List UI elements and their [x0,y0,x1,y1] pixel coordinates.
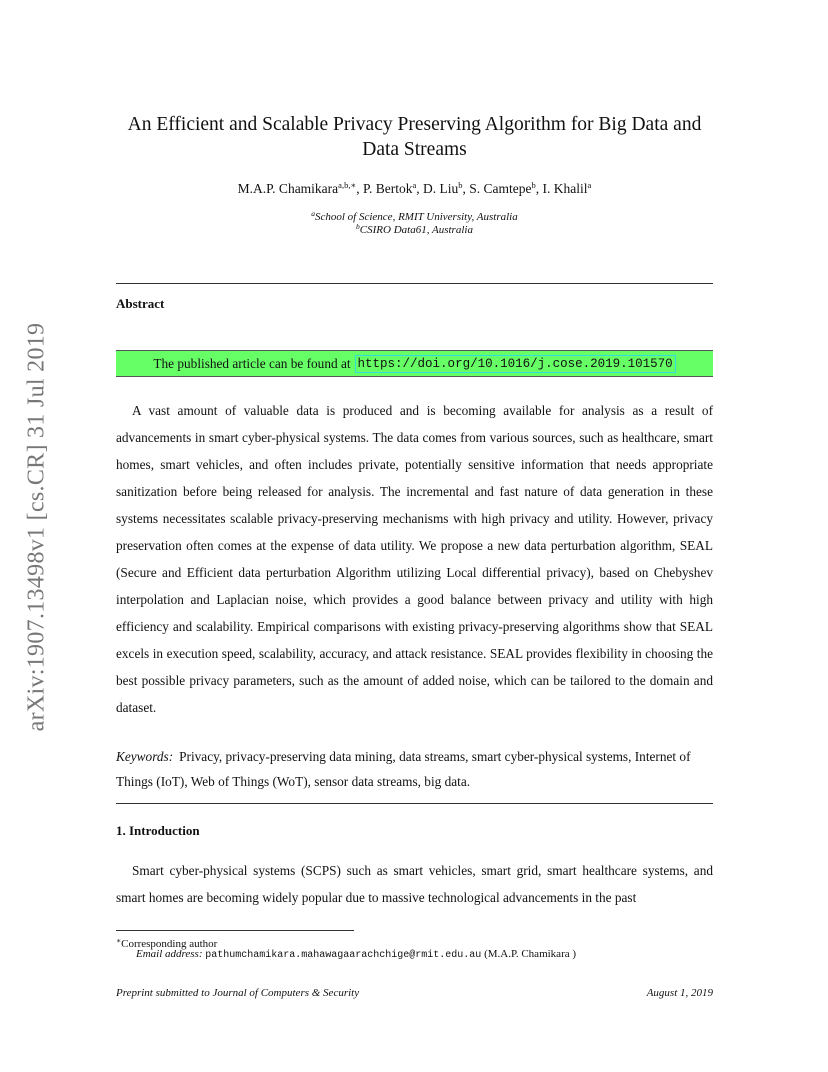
author-list [116,180,713,197]
affiliation-line [116,209,713,223]
author-affiliation-mark: a,b,∗ [338,180,357,190]
email-owner: (M.A.P. Chamikara ) [484,948,577,960]
affiliation-text: School of Science, RMIT University, Australia [314,211,518,223]
author-separator: , [356,181,363,196]
footer-date: August 1, 2019 [646,987,713,999]
abstract-heading: Abstract [116,296,165,311]
bottom-divider [116,803,713,804]
author-separator: , [416,181,424,196]
author-affiliation-mark: a [412,180,417,190]
author-separator: , [462,181,470,196]
footnote-email [116,947,733,963]
affiliation-text: CSIRO Data61, Australia [359,224,473,236]
author-affiliation-mark: b [531,180,536,190]
abstract-body: A vast amount of valuable data is produced and is becoming available for analysis as a result of advancements in smart cyber-physical systems. The data comes from various sources, such as healthcare, smart homes, smart vehicles, and often includes private, potentially sensitive information that needs appropriate sanitization before being released for analysis. The incremental and fast nature of data generation in these systems necessitates scalable privacy-preserving mechanisms with high privacy and utility. However, privacy preservation often comes at the expense of data utility. We propose a new data perturbation algorithm, SEAL (Secure and Efficient data perturbation Algorithm utilizing Local differential privacy), based on Chebyshev interpolation and Laplacian noise, which provides a good balance between privacy and utility with high efficiency and scalability. Empirical comparisons with existing privacy-preserving algorithms show that SEAL excels in execution speed, scalability, accuracy, and attack resistance. SEAL provides flexibility in choosing the best possible privacy parameters, such as the amount of added noise, which can be tailored to the domain and dataset. [116,403,713,715]
footnote-divider [116,930,354,931]
email-label: Email address: [136,948,203,960]
published-notice-text: The published article can be found at [153,355,351,371]
author-name: D. Liu [423,181,459,196]
author-affiliation-mark: b [458,180,463,190]
keywords-text: Privacy, privacy-preserving data mining, data streams, smart cyber-physical systems, Internet of Things (IoT), Web of Things (WoT), sensor data streams, big data. [116,749,691,789]
affiliation-mark: b [356,222,360,231]
author-name: M.A.P. Chamikara [237,181,339,196]
footer-preprint-note: Preprint submitted to Journal of Computers & Security [116,987,360,999]
published-article-notice [116,350,713,377]
author-separator: , [535,181,543,196]
introduction-heading: 1. Introduction [116,823,200,838]
author-affiliation-mark: a [587,180,592,190]
footnote-mark: ∗ [116,936,122,945]
affiliation-line [116,222,713,236]
introduction-body: Smart cyber-physical systems (SCPS) such as smart vehicles, smart grid, smart healthcare systems, and smart homes are becoming widely popular due to massive technological advancements in the past [116,863,713,905]
affiliation-mark: a [311,209,315,218]
author-name: S. Camtepe [469,181,532,196]
author-name: P. Bertok [362,181,413,196]
arxiv-identifier-stamp: arXiv:1907.13498v1 [cs.CR] 31 Jul 2019 [23,322,50,732]
keywords-line [116,744,713,794]
footnote-corresponding-text: Corresponding author [121,938,218,950]
author-name: I. Khalil [542,181,588,196]
top-divider [116,283,713,284]
keywords-label: Keywords: [116,749,174,764]
doi-link[interactable]: https://doi.org/10.1016/j.cose.2019.101570 [355,355,676,373]
paper-title: An Efficient and Scalable Privacy Preserving Algorithm for Big Data and Data Streams [127,114,702,160]
email-address-link[interactable]: pathumchamikara.mahawagaarachchige@rmit.edu.au [205,950,482,961]
